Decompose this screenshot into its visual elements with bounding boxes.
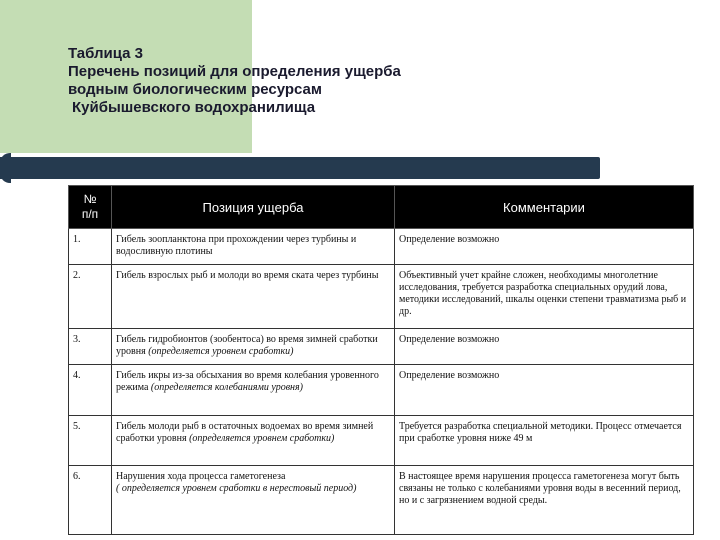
table-row xyxy=(69,365,694,416)
position-text: Гибель молоди рыб в остаточных водоемах во время зимней сработки уровня xyxy=(116,421,374,444)
header-comment: Комментарии xyxy=(395,186,694,229)
title-line-3: водным биологическим ресурсам xyxy=(68,81,322,98)
row-position xyxy=(112,265,395,329)
table-row xyxy=(69,329,694,365)
position-text: Гибель зоопланктона при прохождении через турбины и водосливную плотины xyxy=(116,234,357,257)
damage-positions-table xyxy=(68,185,694,535)
position-text: Нарушения хода процесса гаметогенеза xyxy=(116,471,286,482)
row-position xyxy=(112,416,395,466)
header-number xyxy=(69,186,112,229)
position-text: Гибель гидробионтов (зообентоса) во время зимней сработки уровня xyxy=(116,334,378,357)
row-comment: Объективный учет крайне сложен, необходимы многолетние исследования, требуется разработка специальных орудий лова, методики исследований, шкалы оценки степени травматизма рыб и др. xyxy=(395,265,694,329)
row-comment: Требуется разработка специальной методики. Процесс отмечается при сработке уровня ниже 49 м xyxy=(395,416,694,466)
header-number-sign: № xyxy=(83,192,97,206)
header-position: Позиция ущерба xyxy=(112,186,395,229)
slide-title xyxy=(68,45,628,117)
title-line-1: Таблица 3 xyxy=(68,45,144,62)
position-note: (определяется уровнем сработки) xyxy=(148,346,294,357)
table-row xyxy=(69,229,694,265)
position-note: (определяется уровнем сработки) xyxy=(189,433,335,444)
title-line-2: Перечень позиций для определения ущерба xyxy=(68,63,401,80)
row-position xyxy=(112,365,395,416)
title-line-4: Куйбышевского водохранилища xyxy=(72,99,316,116)
table-row xyxy=(69,265,694,329)
table-header-row xyxy=(69,186,694,229)
row-comment: Определение возможно xyxy=(395,229,694,265)
row-comment: Определение возможно xyxy=(395,329,694,365)
position-note: (определяется колебаниями уровня) xyxy=(150,382,303,393)
table-row xyxy=(69,466,694,535)
row-number: 6. xyxy=(69,466,112,535)
row-position xyxy=(112,229,395,265)
row-number: 2. xyxy=(69,265,112,329)
header-number-pp: п/п xyxy=(81,207,99,221)
row-position xyxy=(112,329,395,365)
decorative-bar xyxy=(0,157,600,179)
row-number: 3. xyxy=(69,329,112,365)
position-text: Гибель икры из-за обсыхания во время колебания уровенного режима xyxy=(116,370,379,393)
row-number: 5. xyxy=(69,416,112,466)
row-number: 4. xyxy=(69,365,112,416)
row-number: 1. xyxy=(69,229,112,265)
position-note: ( определяется уровнем сработки в нерестовый период) xyxy=(116,483,357,494)
row-comment: Определение возможно xyxy=(395,365,694,416)
row-position xyxy=(112,466,395,535)
row-comment: В настоящее время нарушения процесса гаметогенеза могут быть связаны не только с колебаниями уровня воды в весенний период, но и с загрязнением водной среды. xyxy=(395,466,694,535)
table-row xyxy=(69,416,694,466)
position-text: Гибель взрослых рыб и молоди во время ската через турбины xyxy=(116,270,379,281)
